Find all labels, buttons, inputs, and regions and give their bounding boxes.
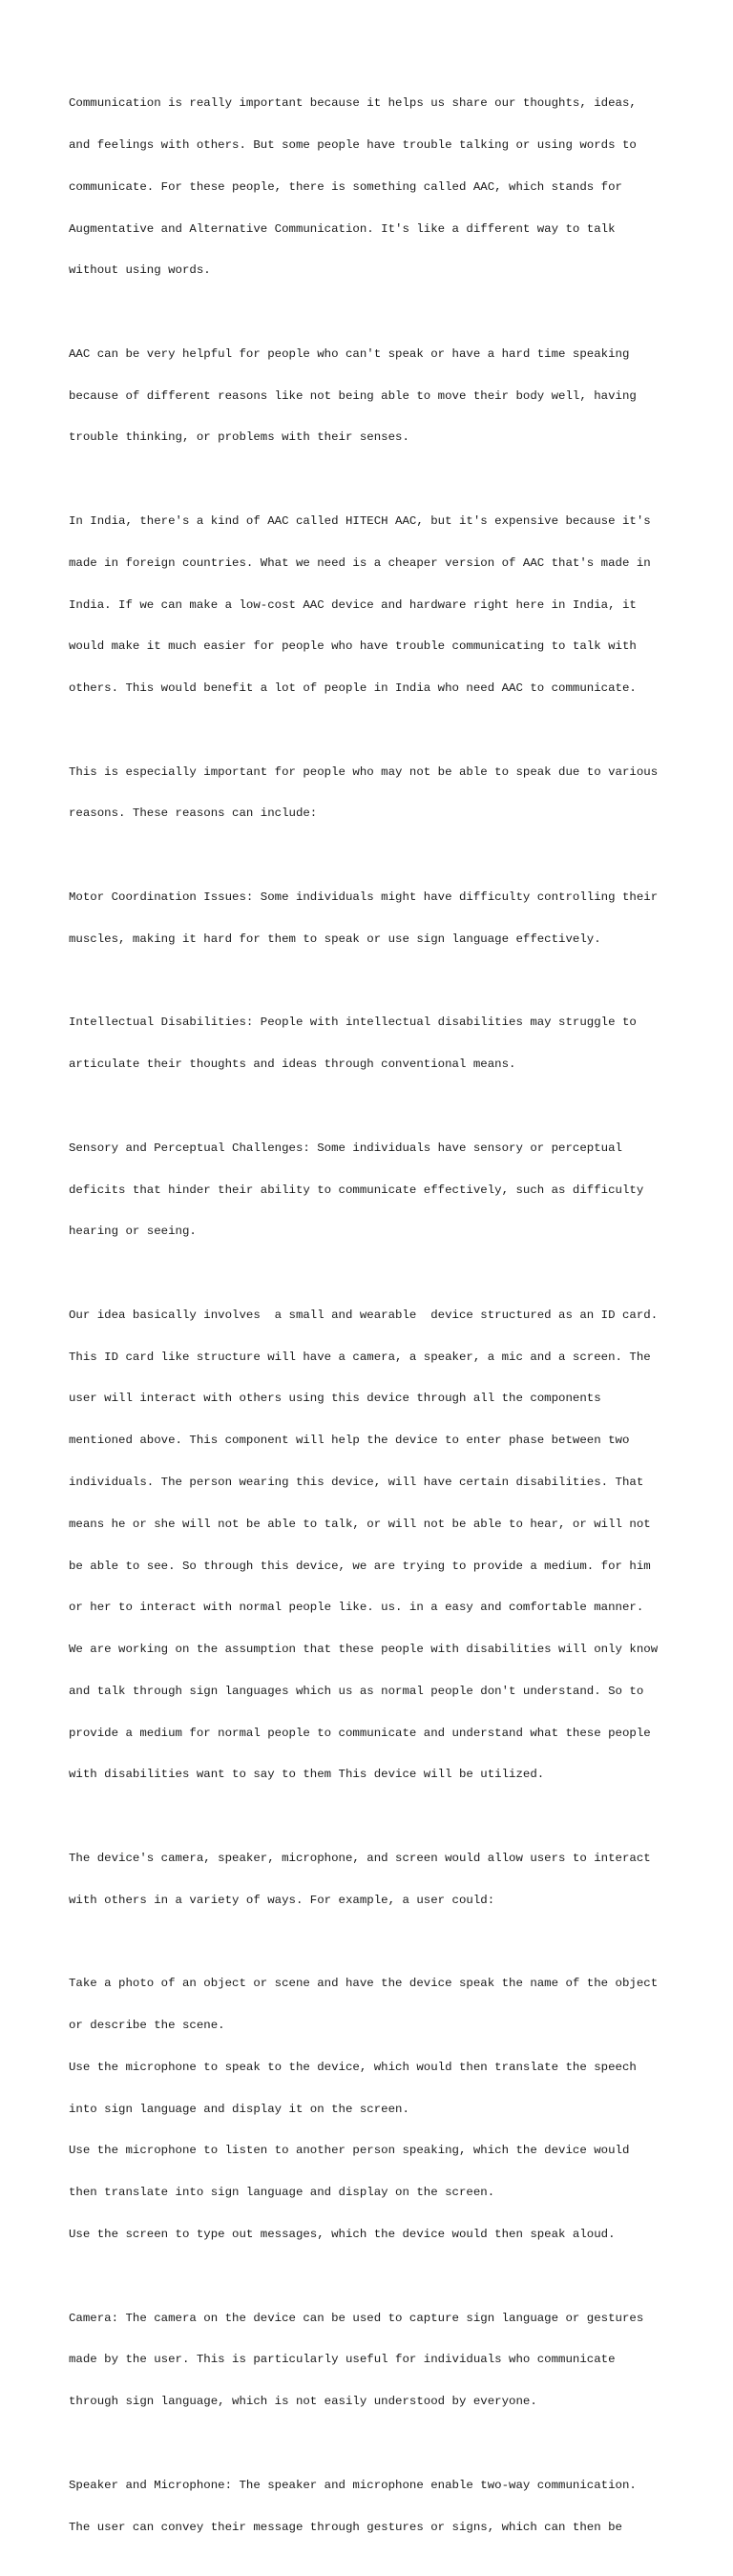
text-line: The user can convey their message through gestures or signs, which can then be [69,2520,622,2534]
paragraph-aac-helpful [69,320,680,473]
text-line: without using words. [69,263,211,278]
paragraph-sensory [69,1114,680,1267]
paragraph-speaker-microphone [69,2451,680,2563]
text-line: We are working on the assumption that these people with disabilities will only know [69,1643,659,1657]
text-line: Use the microphone to listen to another person speaking, which the device would [69,2144,630,2158]
text-line: Communication is really important because it helps us share our thoughts, ideas, [69,96,637,111]
text-line: through sign language, which is not easily understood by everyone. [69,2395,537,2409]
text-line: deficits that hinder their ability to communicate effectively, such as difficulty [69,1183,644,1197]
paragraph-india [69,487,680,723]
text-line: AAC can be very helpful for people who can't speak or have a hard time speaking [69,346,630,361]
text-line: communicate. For these people, there is something called AAC, which stands for [69,179,622,194]
text-line: Augmentative and Alternative Communication. It's like a different way to talk [69,221,616,236]
text-line: muscles, making it hard for them to speak or use sign language effectively. [69,932,601,946]
text-line: Use the microphone to speak to the device, which would then translate the speech [69,2060,637,2074]
paragraph-reasons-intro [69,738,680,849]
text-line: Intellectual Disabilities: People with intellectual disabilities may struggle to [69,1016,637,1030]
paragraph-camera [69,2283,680,2437]
text-line: be able to see. So through this device, we are trying to provide a medium. for him [69,1559,651,1573]
text-line: provide a medium for normal people to communicate and understand what these people [69,1726,651,1740]
paragraph-use-cases [69,1949,680,2270]
text-line: The device's camera, speaker, microphone, and screen would allow users to interact [69,1852,651,1865]
text-line: Use the screen to type out messages, which the device would then speak aloud. [69,2228,616,2242]
text-line: In India, there's a kind of AAC called HITECH AAC, but it's expensive because it's [69,514,651,528]
paragraph-motor [69,863,680,974]
text-line: This is especially important for people who may not be able to speak due to various [69,764,659,779]
paragraph-intro [69,69,680,305]
text-line: hearing or seeing. [69,1225,197,1239]
paragraph-intellectual [69,988,680,1100]
text-line: Motor Coordination Issues: Some individuals might have difficulty controlling their [69,890,659,905]
text-line: individuals. The person wearing this device, will have certain disabilities. That [69,1475,644,1489]
text-line: user will interact with others using this device through all the components [69,1392,601,1406]
text-line: trouble thinking, or problems with their senses. [69,430,409,445]
text-line: would make it much easier for people who have trouble communicating to talk with [69,639,637,654]
text-line: and feelings with others. But some people have trouble talking or using words to [69,137,637,152]
text-line: others. This would benefit a lot of people in India who need AAC to communicate. [69,681,637,696]
text-line: into sign language and display it on the screen. [69,2102,409,2116]
text-line: Take a photo of an object or scene and have the device speak the name of the object [69,1977,659,1991]
text-line: This ID card like structure will have a camera, a speaker, a mic and a screen. The [69,1350,651,1364]
text-line: means he or she will not be able to talk, or will not be able to hear, or will not [69,1517,651,1531]
text-line: or her to interact with normal people like. us. in a easy and comfortable manner. [69,1601,644,1615]
text-line: Camera: The camera on the device can be used to capture sign language or gestures [69,2311,644,2325]
text-line: with disabilities want to say to them This device will be utilized. [69,1768,545,1782]
text-line: Speaker and Microphone: The speaker and microphone enable two-way communication. [69,2478,637,2492]
text-line: Sensory and Perceptual Challenges: Some individuals have sensory or perceptual [69,1141,622,1155]
text-line: mentioned above. This component will help the device to enter phase between two [69,1434,630,1448]
paragraph-device-features [69,1824,680,1936]
text-line: Our idea basically involves a small and wearable device structured as an ID card. [69,1308,659,1322]
text-line: with others in a variety of ways. For example, a user could: [69,1893,495,1907]
text-line: then translate into sign language and display on the screen. [69,2186,495,2200]
text-line: reasons. These reasons can include: [69,806,318,821]
text-line: India. If we can make a low-cost AAC device and hardware right here in India, it [69,597,637,612]
text-line: and talk through sign languages which us as normal people don't understand. So to [69,1684,644,1698]
text-line: or describe the scene. [69,2019,225,2033]
text-line: articulate their thoughts and ideas through conventional means. [69,1058,516,1072]
document-page [69,69,680,2576]
text-line: because of different reasons like not being able to move their body well, having [69,388,637,403]
text-line: made by the user. This is particularly useful for individuals who communicate [69,2353,616,2367]
text-line: made in foreign countries. What we need is a cheaper version of AAC that's made in [69,555,651,570]
paragraph-idea [69,1281,680,1811]
